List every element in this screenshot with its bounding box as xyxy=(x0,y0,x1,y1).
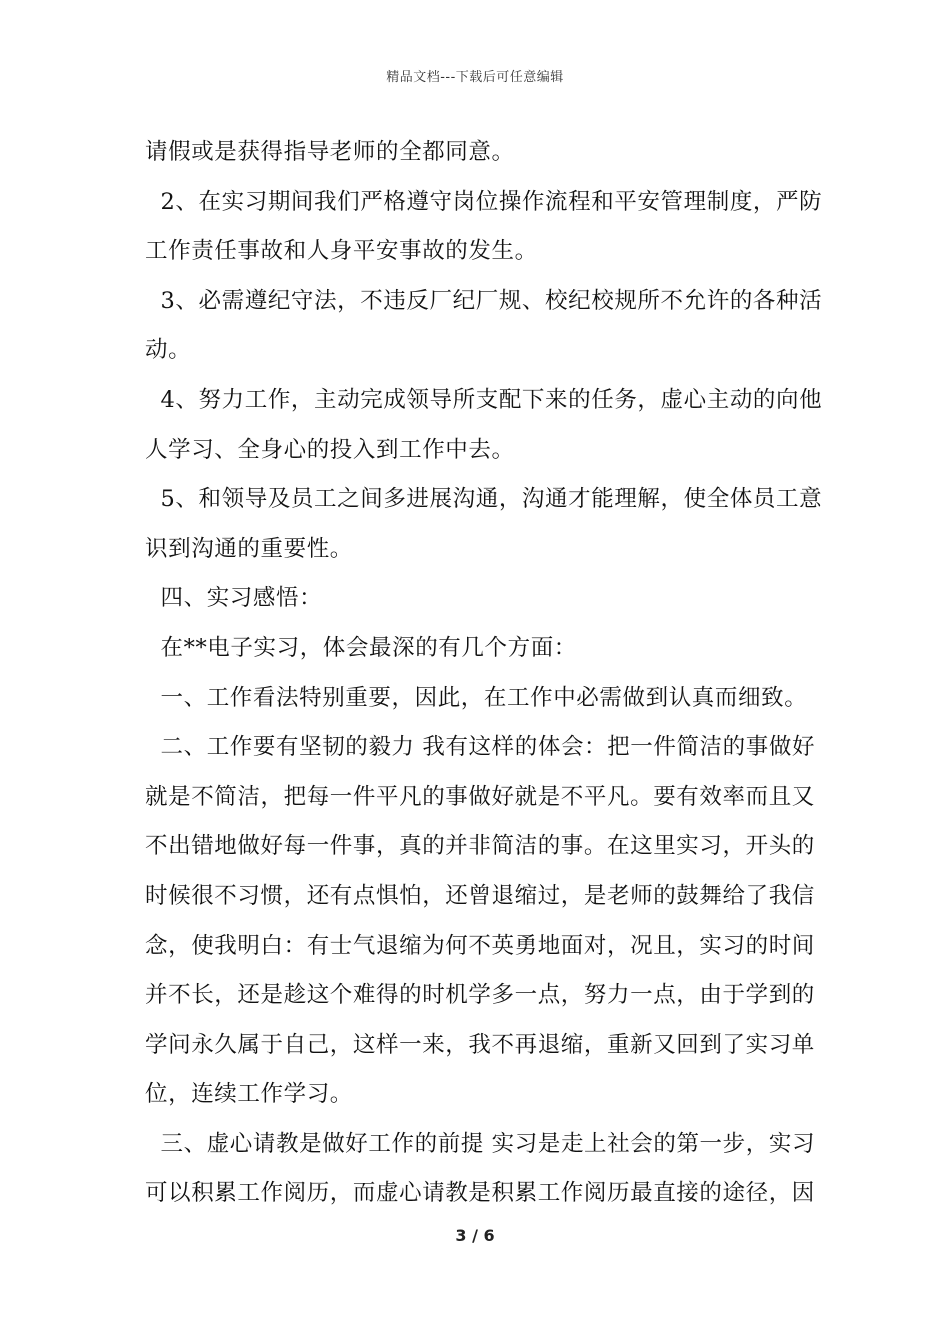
text-line: 动。 xyxy=(145,337,192,364)
text-line: 可以积累工作阅历，而虚心请教是积累工作阅历最直接的途径，因 xyxy=(145,1180,815,1207)
text-line: 一、工作看法特别重要，因此，在工作中必需做到认真而细致。 xyxy=(145,684,808,711)
section-heading: 四、实习感悟： xyxy=(145,585,323,612)
text-line: 识到沟通的重要性。 xyxy=(145,535,353,562)
text-line: 5、和领导及员工之间多进展沟通，沟通才能理解，使全体员工意 xyxy=(145,486,823,513)
text-line: 位，连续工作学习。 xyxy=(145,1081,353,1108)
text-line: 时候很不习惯，还有点惧怕，还曾退缩过，是老师的鼓舞给了我信 xyxy=(145,882,815,909)
text-line: 并不长，还是趁这个难得的时机学多一点，努力一点，由于学到的 xyxy=(145,982,815,1009)
text-line: 二、工作要有坚韧的毅力 我有这样的体会：把一件简洁的事做好 xyxy=(145,734,816,761)
page-number: 3 / 6 xyxy=(455,1226,495,1245)
text-line: 念，使我明白：有士气退缩为何不英勇地面对，况且，实习的时间 xyxy=(145,932,815,959)
text-line: 4、努力工作，主动完成领导所支配下来的任务，虚心主动的向他 xyxy=(145,386,823,413)
text-line: 在**电子实习，体会最深的有几个方面： xyxy=(145,634,577,661)
text-line: 人学习、全身心的投入到工作中去。 xyxy=(145,436,515,463)
page-header: 精品文档---下载后可任意编辑 xyxy=(386,70,564,85)
text-line: 不出错地做好每一件事，真的并非简洁的事。在这里实习，开头的 xyxy=(145,833,815,860)
text-line: 工作责任事故和人身平安事故的发生。 xyxy=(145,238,538,265)
text-line: 3、必需遵纪守法，不违反厂纪厂规、校纪校规所不允许的各种活 xyxy=(145,287,823,314)
document-body xyxy=(145,128,823,1219)
text-line: 学问永久属于自己，这样一来，我不再退缩，重新又回到了实习单 xyxy=(145,1031,815,1058)
text-line: 请假或是获得指导老师的全都同意。 xyxy=(145,139,515,165)
text-line: 2、在实习期间我们严格遵守岗位操作流程和平安管理制度，严防 xyxy=(145,188,823,215)
text-line: 三、虚心请教是做好工作的前提 实习是走上社会的第一步，实习 xyxy=(145,1130,816,1157)
text-line: 就是不简洁，把每一件平凡的事做好就是不平凡。要有效率而且又 xyxy=(145,783,815,810)
